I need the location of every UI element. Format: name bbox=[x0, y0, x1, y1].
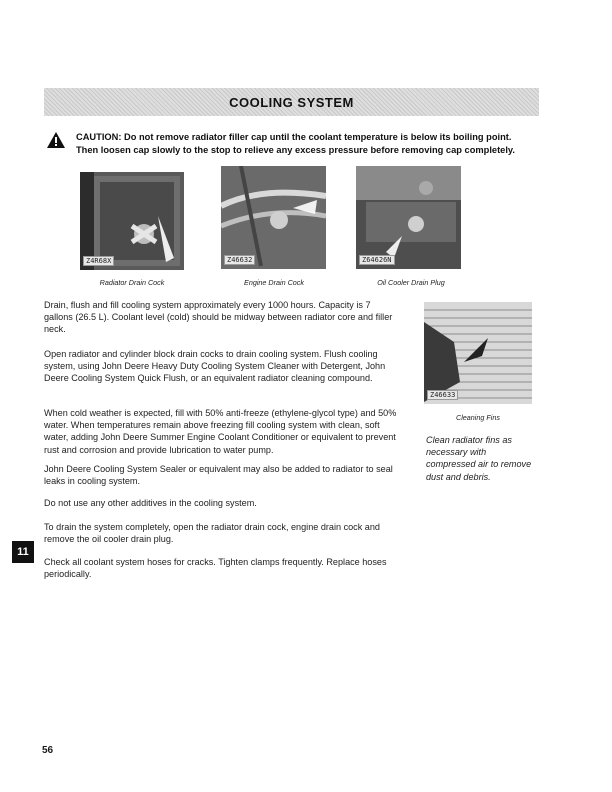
caution-text: CAUTION: Do not remove radiator filler cap until the coolant temperature is below its boiling point. Then loosen cap slowly to the stop to relieve any excess pressure before removing cap completely. bbox=[76, 132, 515, 155]
figure-caption: Oil Cooler Drain Plug bbox=[377, 278, 445, 287]
body-paragraph: Drain, flush and fill cooling system approximately every 1000 hours. Capacity is 7 gallons (26.5 L). Coolant level (cold) should be midway between radiator core and filler neck. bbox=[44, 300, 393, 335]
radiator-drain-cock-photo bbox=[80, 172, 184, 270]
cleaning-fins-photo bbox=[424, 302, 532, 404]
body-paragraph: When cold weather is expected, fill with 50% anti-freeze (ethylene-glycol type) and 50% water. When temperatures remain above freezing fill cooling system with clean, soft water, adding John Deere Summer Engine Coolant Conditioner or equivalent to prevent rust and corrosion and provide lubrication to water pump. bbox=[44, 408, 397, 455]
page-number: 56 bbox=[42, 745, 54, 756]
section-title: COOLING SYSTEM bbox=[229, 94, 354, 110]
figure-caption: Engine Drain Cock bbox=[244, 278, 304, 287]
engine-drain-cock-photo bbox=[221, 166, 326, 269]
body-paragraph: Do not use any other additives in the cooling system. bbox=[44, 498, 257, 508]
figure-code: Z46633 bbox=[427, 390, 458, 400]
body-paragraph: Check all coolant system hoses for cracks. Tighten clamps frequently. Replace hoses periodically. bbox=[44, 557, 387, 580]
side-note: Clean radiator fins as necessary with compressed air to remove dust and debris. bbox=[426, 435, 532, 482]
body-paragraph: To drain the system completely, open the radiator drain cock, engine drain cock and remove the oil cooler drain plug. bbox=[44, 522, 380, 545]
figure-code: Z64626N bbox=[359, 255, 395, 265]
warning-triangle-icon bbox=[47, 132, 65, 148]
figure-caption: Cleaning Fins bbox=[456, 413, 500, 422]
body-paragraph: Open radiator and cylinder block drain cocks to drain cooling system. Flush cooling system, using John Deere Heavy Duty Cooling System Cleaner with Detergent, John Deere Cooling System Quick Flush, or an equivalent radiator cleaning compound. bbox=[44, 349, 386, 384]
oil-cooler-drain-plug-photo bbox=[356, 166, 461, 269]
section-tab: 11 bbox=[12, 541, 34, 563]
figure-code: Z4R68X bbox=[83, 256, 114, 266]
body-paragraph: John Deere Cooling System Sealer or equivalent may also be added to radiator to seal leaks in cooling system. bbox=[44, 464, 393, 487]
section-header bbox=[44, 88, 539, 116]
figure-caption: Radiator Drain Cock bbox=[99, 278, 165, 287]
figure-code: Z46632 bbox=[224, 255, 255, 265]
